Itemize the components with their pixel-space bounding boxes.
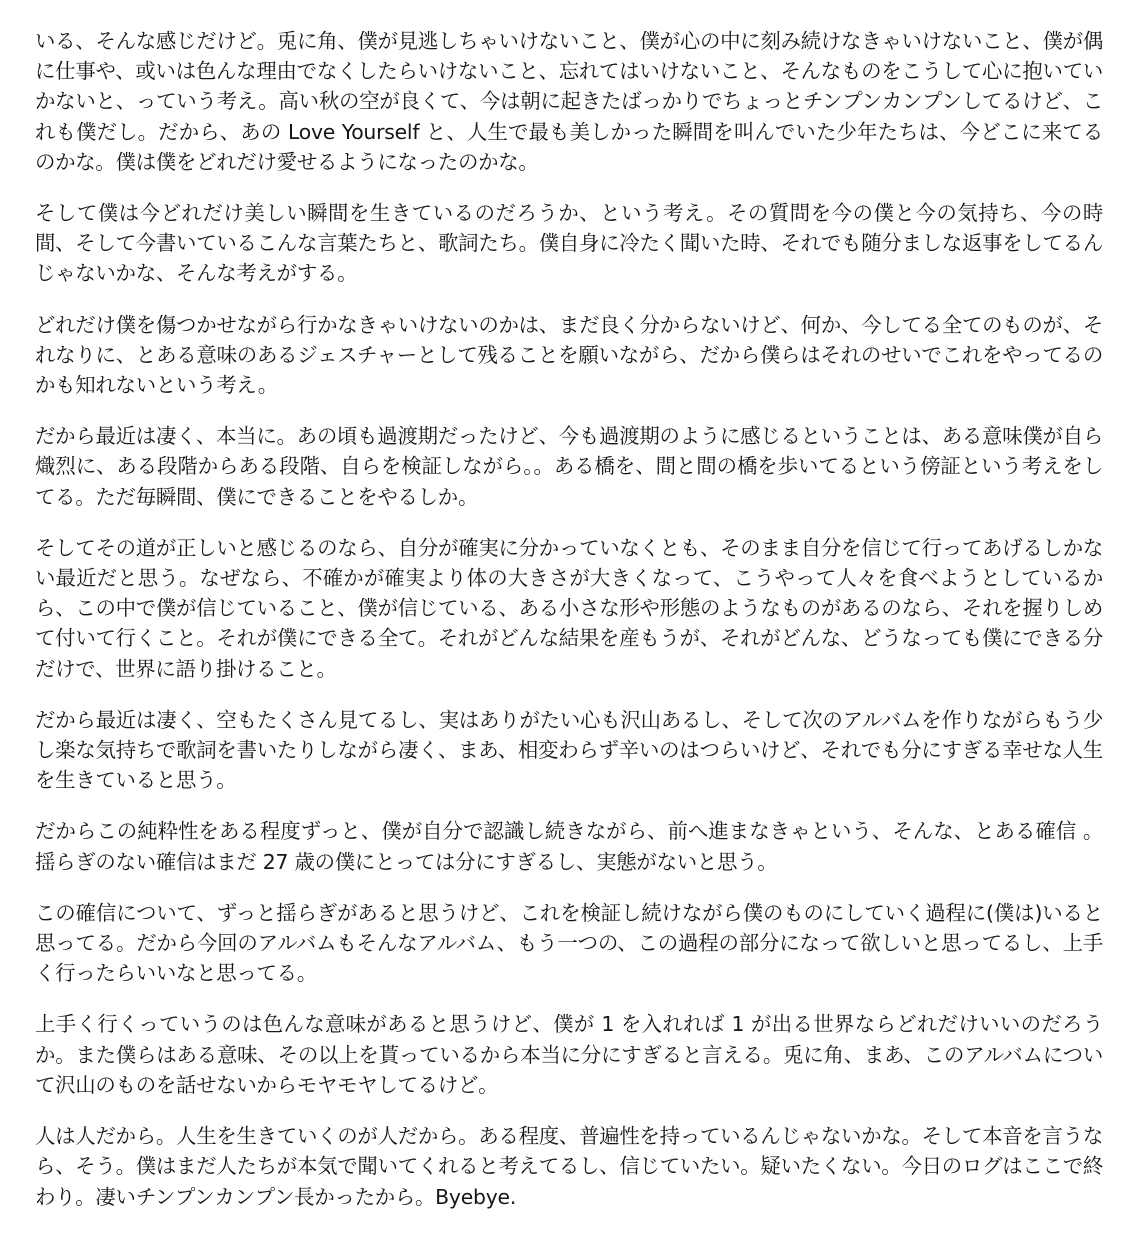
paragraph-5: そしてその道が正しいと感じるのなら、自分が確実に分かっていなくとも、そのまま自分を信じて行ってあげるしかない最近だと思う。なぜなら、不確かが確実より体の大きさが大きくなって、こうやって人々を食べようとしているから、この中で僕が信じていること、僕が信じている、ある小さな形や形態のようなものがあるのなら、それを握りしめて付いて行くこと。それが僕にできる全て。それがどんな結果を産もうが、それがどんな、どうなっても僕にできる分だけで、世界に語り掛けること。: [35, 535, 1103, 681]
paragraph-7: だからこの純粋性をある程度ずっと、僕が自分で認識し続きながら、前へ進まなきゃという、そんな、とある確信 。揺らぎのない確信はまだ 27 歳の僕にとっては分にすぎるし、実態がないと思う。: [35, 819, 1103, 874]
paragraph-2: そして僕は今どれだけ美しい瞬間を生きているのだろうか、という考え。その質問を今の僕と今の気持ち、今の時間、そして今書いているこんな言葉たちと、歌詞たち。僕自身に冷たく聞いた時、それでも随分ましな返事をしてるんじゃないかな、そんな考えがする。: [35, 201, 1103, 286]
paragraph-10: 人は人だから。人生を生きていくのが人だから。ある程度、普遍性を持っているんじゃないかな。そして本音を言うなら、そう。僕はまだ人たちが本気で聞いてくれると考えてるし、信じていたい。疑いたくない。今日のログはここで終わり。凄いチンプンカンプン長かったから。Byebye.: [35, 1124, 1103, 1209]
document-body: [35, 26, 1103, 1233]
paragraph-1: いる、そんな感じだけど。兎に角、僕が見逃しちゃいけないこと、僕が心の中に刻み続けなきゃいけないこと、僕が偶に仕事や、或いは色んな理由でなくしたらいけないこと、忘れてはいけないこと、そんなものをこうして心に抱いていかないと、っていう考え。高い秋の空が良くて、今は朝に起きたばっかりでちょっとチンプンカンプンしてるけど、これも僕だし。だから、あの Love Yourself と、人生で最も美しかった瞬間を叫んでいた少年たちは、今どこに来てるのかな。僕は僕をどれだけ愛せるようになったのかな。: [35, 29, 1103, 174]
paragraph-8: この確信について、ずっと揺らぎがあると思うけど、これを検証し続けながら僕のものにしていく過程に(僕は)いると思ってる。だから今回のアルバムもそんなアルバム、もう一つの、この過程の部分になって欲しいと思ってるし、上手く行ったらいいなと思ってる。: [35, 900, 1103, 986]
paragraph-9: 上手く行くっていうのは色んな意味があると思うけど、僕が 1 を入れれば 1 が出る世界ならどれだけいいのだろうか。また僕らはある意味、その以上を貰っているから本当に分にすぎると言える。兎に角、まあ、このアルバムについて沢山のものを話せないからモヤモヤしてるけど。: [35, 1012, 1103, 1097]
paragraph-4: だから最近は凄く、本当に。あの頃も過渡期だったけど、今も過渡期のように感じるということは、ある意味僕が自ら熾烈に、ある段階からある段階、自らを検証しながら。。ある橋を、間と間の橋を歩いてるという傍証という考えをしてる。ただ毎瞬間、僕にできることをやるしか。: [35, 424, 1103, 509]
paragraph-6: だから最近は凄く、空もたくさん見てるし、実はありがたい心も沢山あるし、そして次のアルバムを作りながらもう少し楽な気持ちで歌詞を書いたりしながら凄く、まあ、相変わらず辛いのはつらいけど、それでも分にすぎる幸せな人生を生きていると思う。: [35, 707, 1103, 793]
paragraph-3: どれだけ僕を傷つかせながら行かなきゃいけないのかは、まだ良く分からないけど、何か、今してる全てのものが、それなりに、とある意味のあるジェスチャーとして残ることを願いながら、だから僕らはそれのせいでこれをやってるのかも知れないという考え。: [35, 312, 1103, 398]
